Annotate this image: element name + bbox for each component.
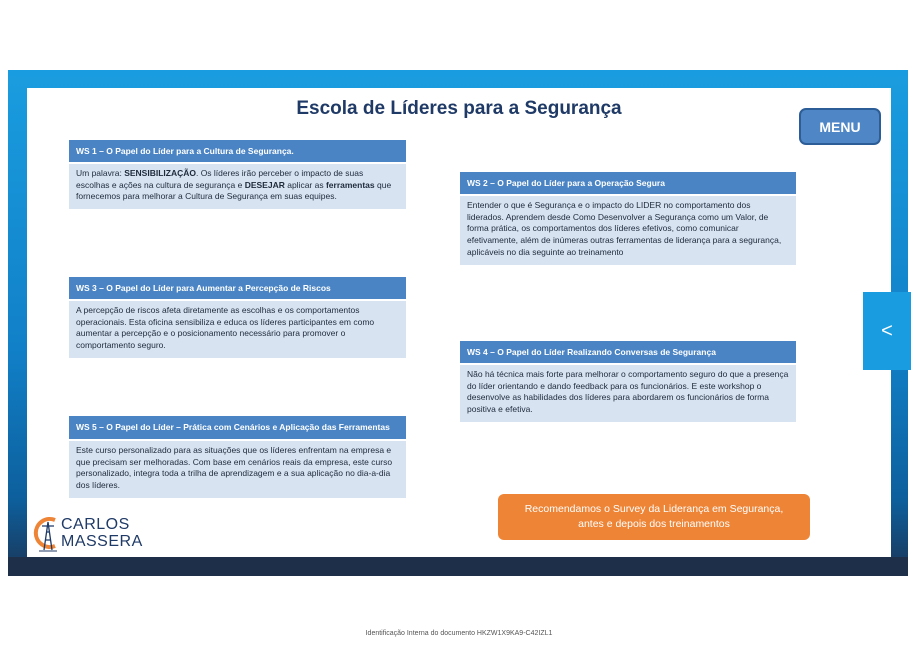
tower-logo-icon [33,514,61,554]
ws1-bold-1: SENSIBILIZAÇÃO [124,168,196,178]
logo-wordmark [61,516,143,550]
ws2-title: WS 2 – O Papel do Líder para a Operação Segura [460,172,796,196]
ws3-description: A percepção de riscos afeta diretamente as escolhas e os comportamentos operacionais. Esta oficina sensibiliza e educa os líderes participantes em como aumentar a percepção e o posicionamento necessário para promover o comportamento seguro. [69,301,406,358]
slide-bottom-bar [8,557,908,576]
carlos-massera-logo [33,514,153,554]
ws1-text-4: que fornecemos para melhorar a Cultura de Segurança em suas equipes. [76,179,392,202]
ws1-bold-2: DESEJAR [244,179,285,190]
ws1-text-1: Um palavra: [76,168,125,178]
side-panel-toggle[interactable] [863,292,911,370]
ws1-title: WS 1 – O Papel do Líder para a Cultura de Segurança. [69,140,406,164]
survey-recommendation-button[interactable] [498,494,810,540]
ws3-card [69,277,406,358]
logo-line-1: CARLOS [61,516,130,533]
page-title: Escola de Líderes para a Segurança [296,98,622,119]
slide-canvas [27,88,891,557]
ws2-description: Entender o que é Segurança e o impacto do LIDER no comportamento dos liderados. Aprendem desde Como Desenvolver a Segurança como um Valor, de forma prática, os comportamentos dos líderes efetivos, como comunicar efetivamente, além de inúmeras outras ferramentas de liderança para a segurança, aplicáveis no dia seguinte ao treinamento [460,196,796,265]
ws4-description: Não há técnica mais forte para melhorar o comportamento seguro do que a presença do líder orientando e dando feedback para os funcionários. E este workshop o desenvolve as habilidades dos líderes para abordarem os funcionários de forma positiva e efetiva. [460,365,796,422]
ws4-title: WS 4 – O Papel do Líder Realizando Conversas de Segurança [460,341,796,365]
chevron-left-icon: < [881,319,893,342]
survey-line-2: antes e depois dos treinamentos [578,518,730,530]
menu-button[interactable]: MENU [799,108,881,145]
survey-line-1: Recomendamos o Survey da Liderança em Segurança, [524,502,784,515]
document-id-footer: Identificação Interna do documento HKZW1X9KA9-C42IZL1 [365,630,553,637]
survey-text [525,502,784,532]
ws4-card [460,341,796,422]
ws1-text-2: . Os líderes irão perceber o impacto de suas escolhas e ações na cultura de segurança e [76,168,364,190]
ws2-card [460,172,796,265]
ws1-bold-3: ferramentas [325,179,375,190]
ws1-text-3: aplicar as [284,179,326,190]
ws1-card [69,140,406,209]
ws5-card [69,416,406,498]
ws3-title: WS 3 – O Papel do Líder para Aumentar a Percepção de Riscos [69,277,406,301]
logo-line-2: MASSERA [61,533,143,550]
ws1-description [69,164,406,209]
ws5-description: Este curso personalizado para as situações que os líderes enfrentam na empresa e que precisam ser melhoradas. Com base em cenários reais da empresa, este curso personalizado, integra toda a trilha de aprendizagem e a sua aplicação no dia-a-dia dos líderes. [69,441,406,498]
ws5-title: WS 5 – O Papel do Líder – Prática com Cenários e Aplicação das Ferramentas [69,416,406,441]
